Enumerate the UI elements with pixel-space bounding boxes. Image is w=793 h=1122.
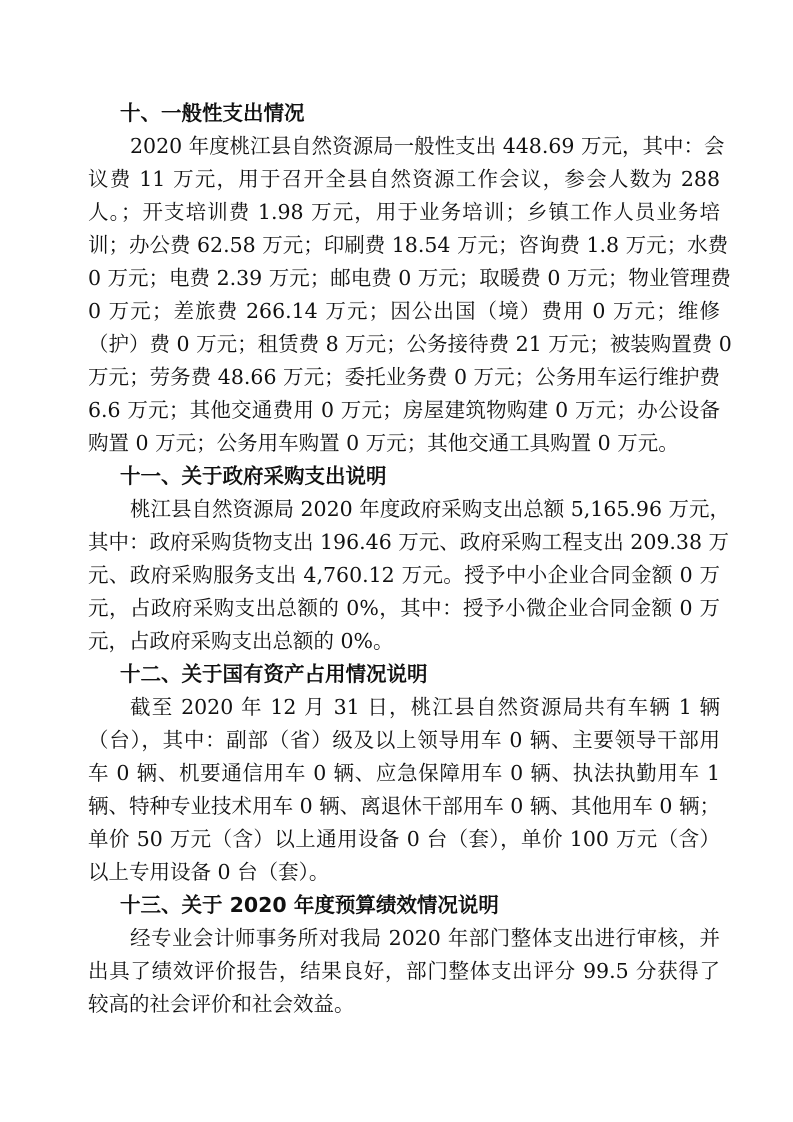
paragraph-line: 经专业会计师事务所对我局 2020 年部门整体支出进行审核，并	[130, 926, 720, 950]
paragraph-line: 截至 2020 年 12 月 31 日，桃江县自然资源局共有车辆 1 辆	[130, 695, 720, 719]
paragraph-line: 训；办公费 62.58 万元；印刷费 18.54 万元；咨询费 1.8 万元；水费	[88, 233, 729, 257]
section	[88, 889, 720, 1021]
paragraph-line: 万元；劳务费 48.66 万元；委托业务费 0 万元；公务用车运行维护费	[88, 365, 720, 389]
section-heading: 十、一般性支出情况	[120, 101, 305, 125]
paragraph-line: 元，占政府采购支出总额的 0%。	[88, 629, 394, 653]
paragraph-line: 车 0 辆、机要通信用车 0 辆、应急保障用车 0 辆、执法执勤用车 1	[88, 761, 720, 785]
paragraph-line: 购置 0 万元；公务用车购置 0 万元；其他交通工具购置 0 万元。	[88, 431, 679, 455]
paragraph-line: 单价 50 万元（含）以上通用设备 0 台（套），单价 100 万元（含）	[88, 827, 720, 851]
paragraph-line: 其中：政府采购货物支出 196.46 万元、政府采购工程支出 209.38 万	[88, 530, 730, 554]
section-heading: 十三、关于 2020 年度预算绩效情况说明	[120, 893, 499, 917]
paragraph-line: 议费 11 万元，用于召开全县自然资源工作会议，参会人数为 288	[88, 167, 720, 191]
paragraph-line: 以上专用设备 0 台（套）。	[88, 860, 330, 884]
document-body	[88, 97, 732, 1021]
paragraph-line: （台），其中：副部（省）级及以上领导用车 0 辆、主要领导干部用	[88, 728, 720, 752]
paragraph-line: 元，占政府采购支出总额的 0%，其中：授予小微企业合同金额 0 万	[88, 596, 720, 620]
paragraph-line: 2020 年度桃江县自然资源局一般性支出 448.69 万元，其中：会	[130, 134, 725, 158]
paragraph-line: 出具了绩效评价报告，结果良好，部门整体支出评分 99.5 分获得了	[88, 959, 720, 983]
paragraph-line: 辆、特种专业技术用车 0 辆、离退休干部用车 0 辆、其他用车 0 辆；	[88, 794, 720, 818]
paragraph-line: 6.6 万元；其他交通费用 0 万元；房屋建筑物购建 0 万元；办公设备	[88, 398, 720, 422]
section-heading: 十一、关于政府采购支出说明	[120, 464, 387, 488]
paragraph-line: 人。；开支培训费 1.98 万元，用于业务培训；乡镇工作人员业务培	[88, 200, 720, 224]
paragraph-line: （护）费 0 万元；租赁费 8 万元；公务接待费 21 万元；被装购置费 0	[88, 332, 732, 356]
paragraph-line: 0 万元；电费 2.39 万元；邮电费 0 万元；取暖费 0 万元；物业管理费	[88, 266, 731, 290]
paragraph-line: 桃江县自然资源局 2020 年度政府采购支出总额 5,165.96 万元，	[130, 497, 731, 521]
section	[88, 97, 732, 460]
paragraph-line: 元、政府采购服务支出 4,760.12 万元。授予中小企业合同金额 0 万	[88, 563, 720, 587]
paragraph-line: 较高的社会评价和社会效益。	[88, 992, 355, 1016]
section	[88, 658, 720, 889]
section-heading: 十二、关于国有资产占用情况说明	[120, 662, 428, 686]
paragraph-line: 0 万元；差旅费 266.14 万元；因公出国（境）费用 0 万元；维修	[88, 299, 720, 323]
section	[88, 460, 731, 658]
